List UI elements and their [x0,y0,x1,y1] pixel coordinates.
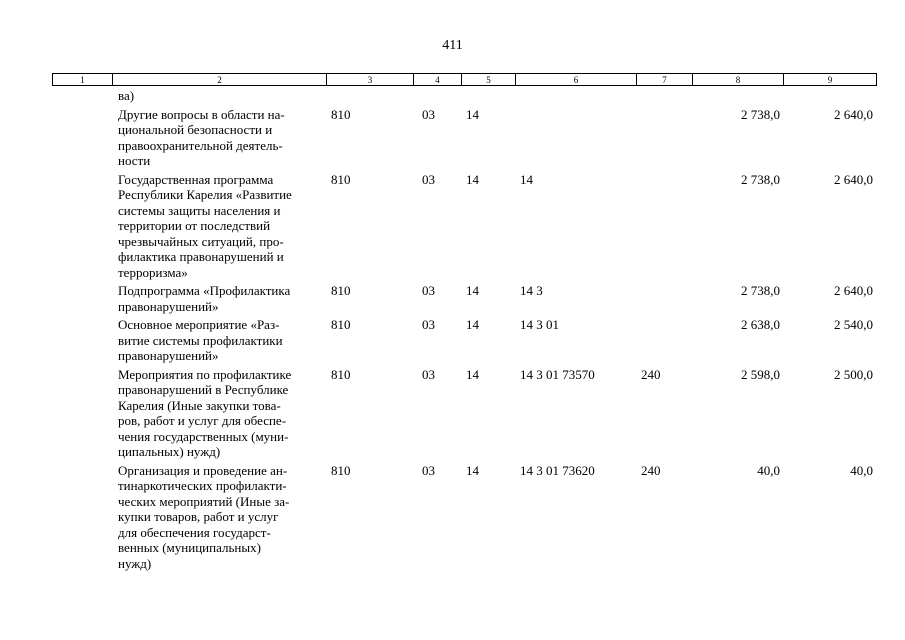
row-name: Подпрограмма «Профилактика правонарушений» [118,283,291,314]
row-target-article: 14 3 01 73620 [520,462,595,478]
row-subsection: 14 [466,462,479,478]
column-header-8: 8 [693,74,784,86]
row-col-1 [52,463,112,575]
row-col-1 [52,88,112,107]
column-number-header [52,73,877,86]
row-subsection [461,88,515,107]
row-ministry-code: 810 [331,283,351,298]
table-row [52,367,876,463]
row-expense-type: 240 [641,462,661,478]
row-amount-1: 2 738,0 [741,283,780,298]
row-section: 03 [422,462,435,478]
table-row [52,317,876,367]
row-target-article: 14 3 01 73570 [520,366,595,382]
row-subsection: 14 [466,171,479,187]
row-expense-type [636,88,692,107]
row-amount-2: 2 640,0 [834,283,873,298]
row-subsection: 14 [466,366,479,382]
row-ministry-code: 810 [331,171,351,187]
row-amount-1: 2 738,0 [741,106,780,122]
row-ministry-code: 810 [331,462,351,478]
column-header-3: 3 [327,74,414,86]
row-name: Мероприятия по профилактике правонарушений в Республике Карелия (Иные закупки това- ров, работ и услуг для обеспе- чения государственных (муни- ципальных) нужд) [118,366,292,459]
table-row [52,172,876,284]
row-subsection: 14 [466,317,479,332]
row-name: Другие вопросы в области на- циональной безопасности и правоохранительной деятель- ности [118,106,285,168]
row-amount-2: 40,0 [850,462,873,478]
row-name: Организация и проведение ан- тинаркотических профилакти- ческих мероприятий (Иные за- купки товаров, работ и услуг для обеспечения государст- венных (муниципальных) нужд) [118,462,290,571]
row-target-article: 14 3 01 [520,317,559,332]
row-amount-2: 2 640,0 [834,106,873,122]
header-row [53,74,877,86]
row-amount-2: 2 540,0 [834,317,873,332]
row-amount-2: 2 640,0 [834,171,873,187]
row-amount-2: 2 500,0 [834,366,873,382]
row-expense-type [636,283,692,317]
row-section: 03 [422,171,435,187]
row-amount-1: 2 738,0 [741,171,780,187]
row-col-1 [52,107,112,172]
row-subsection: 14 [466,106,479,122]
row-name: Государственная программа Республики Карелия «Развитие системы защиты населения и территории от последствий чрезвычайных ситуаций, про- филактика правонарушений и терроризма» [118,171,292,280]
row-amount-2 [783,88,876,107]
row-section: 03 [422,283,435,298]
column-header-9: 9 [784,74,877,86]
row-amount-1: 2 598,0 [741,366,780,382]
row-ministry-code: 810 [331,317,351,332]
column-header-5: 5 [462,74,516,86]
row-name: ва) [118,88,135,103]
row-col-1 [52,172,112,284]
column-header-1: 1 [53,74,113,86]
column-header-7: 7 [637,74,693,86]
row-amount-1 [692,88,783,107]
row-section: 03 [422,366,435,382]
table-row [52,463,876,575]
row-expense-type [636,172,692,284]
row-col-1 [52,283,112,317]
row-section: 03 [422,106,435,122]
row-ministry-code [326,88,413,107]
column-header-2: 2 [113,74,327,86]
row-col-1 [52,367,112,463]
row-ministry-code: 810 [331,366,351,382]
row-amount-1: 2 638,0 [741,317,780,332]
row-subsection: 14 [466,283,479,298]
row-target-article [515,107,636,172]
row-section [413,88,461,107]
table-row [52,283,876,317]
table-row [52,107,876,172]
row-expense-type: 240 [641,366,661,382]
row-expense-type [636,107,692,172]
row-amount-1: 40,0 [757,462,780,478]
row-expense-type [636,317,692,367]
row-section: 03 [422,317,435,332]
row-target-article [515,88,636,107]
budget-table [52,88,876,574]
table-row [52,88,876,107]
column-header-4: 4 [414,74,462,86]
row-target-article: 14 [520,171,533,187]
column-header-6: 6 [516,74,637,86]
row-col-1 [52,317,112,367]
row-ministry-code: 810 [331,106,351,122]
page-number: 411 [442,38,463,53]
row-target-article: 14 3 [520,283,543,298]
row-name: Основное мероприятие «Раз- витие системы профилактики правонарушений» [118,317,283,363]
